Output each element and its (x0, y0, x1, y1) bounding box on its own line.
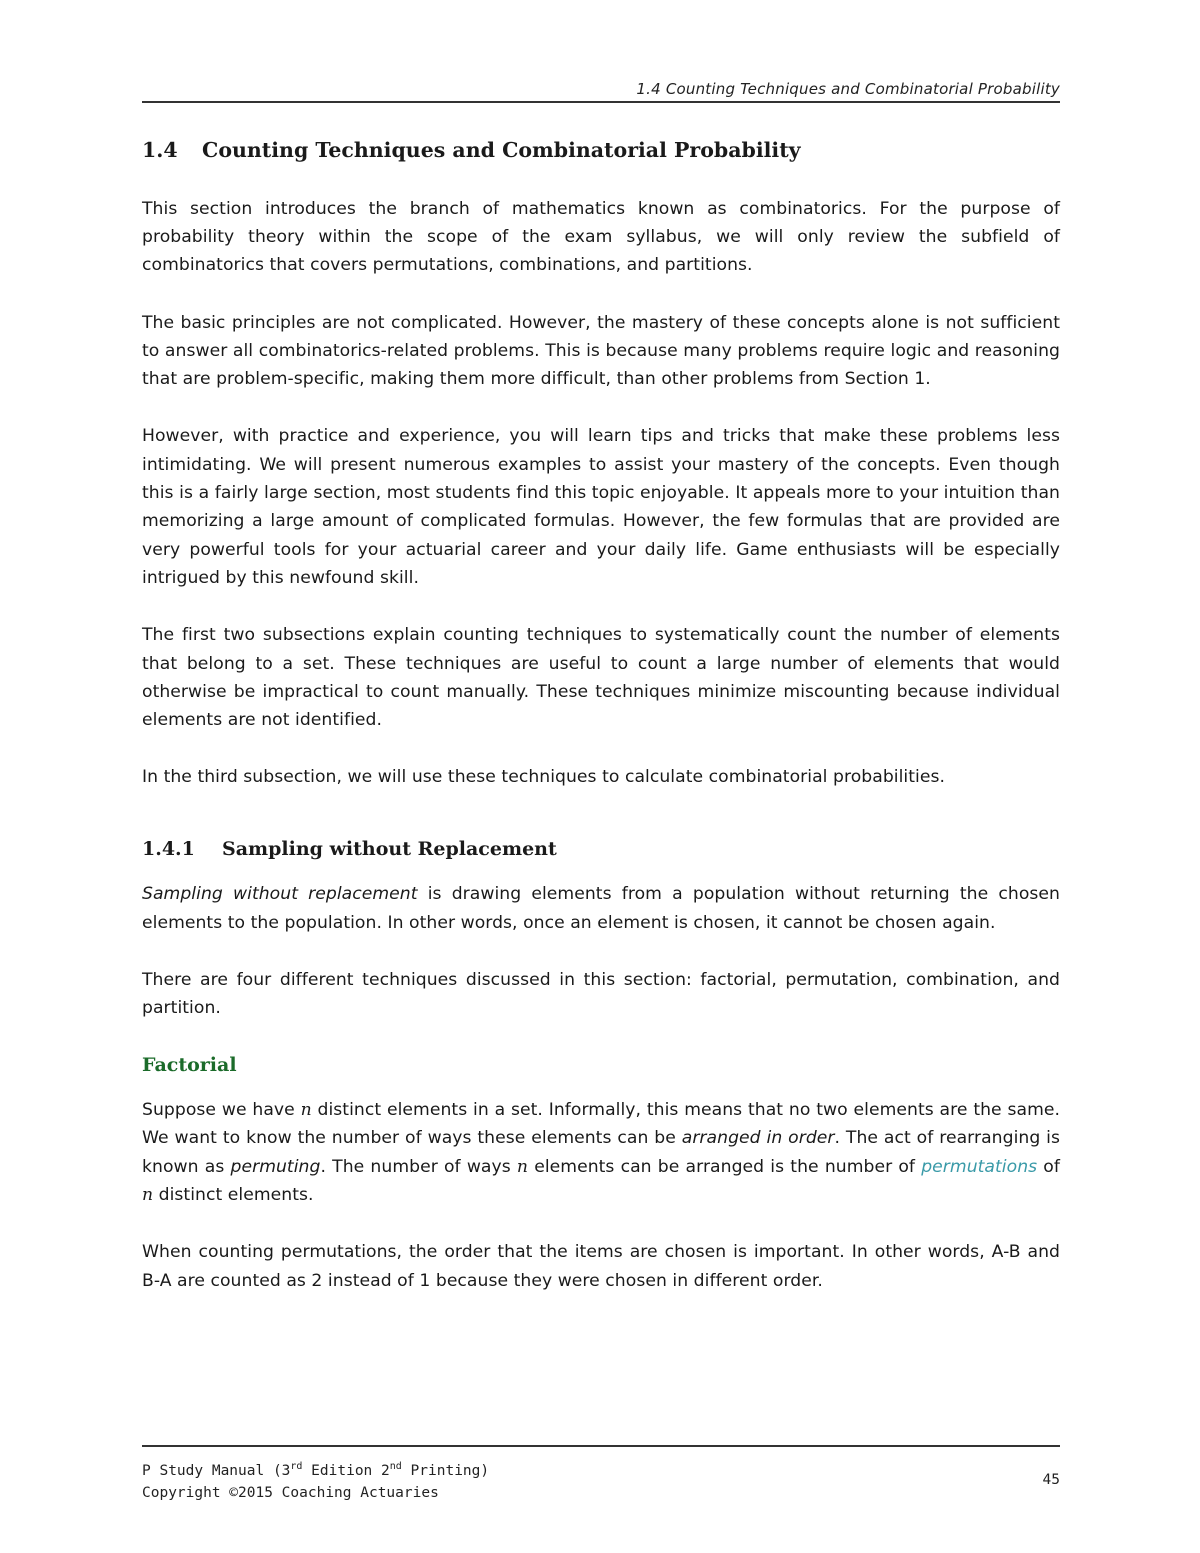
text-fragment: distinct elements in a set. Informally, this means that no two elements are the same. We want to know the number of ways these elements can be (142, 1100, 1061, 1149)
sampling-paragraph-2: There are four different techniques discussed in this section: factorial, permutation, combination, and partition. (142, 969, 1060, 1019)
factorial-paragraph-1 (142, 1096, 1060, 1209)
page-number: 45 (1042, 1472, 1060, 1488)
section-number: 1.4 (142, 138, 178, 162)
text-fragment: elements can be arranged is the number of (528, 1156, 922, 1177)
text-fragment: Edition 2 (302, 1462, 390, 1479)
header-rule (142, 101, 1060, 103)
term-sampling-without-replacement: Sampling without replacement (142, 884, 418, 905)
intro-paragraph-1: This section introduces the branch of mathematics known as combinatorics. For the purpose of probability theory within the scope of the exam syllabus, we will only review the subfield of combinatorics that covers permutations, combinations, and partitions. (142, 198, 1060, 276)
section-title: Counting Techniques and Combinatorial Probability (202, 138, 801, 162)
running-header: 1.4 Counting Techniques and Combinatorial Probability (636, 80, 1060, 98)
intro-paragraph-2: The basic principles are not complicated. However, the mastery of these concepts alone is not sufficient to answer all combinatorics-related problems. This is because many problems require logic and reasoning that are problem-specific, making them more difficult, than other problems from Section 1. (142, 312, 1060, 390)
intro-paragraph-3: However, with practice and experience, you will learn tips and tricks that make these problems less intimidating. We will present numerous examples to assist your mastery of the concepts. Even though this is a fairly large section, most students find this topic enjoyable. It appeals more to your intuition than memorizing a large amount of complicated formulas. However, the few formulas that are provided are very powerful tools for your actuarial career and your daily life. Game enthusiasts will be especially intrigued by this newfound skill. (142, 426, 1060, 588)
math-n: n (300, 1100, 312, 1121)
subsection-heading (142, 836, 1060, 863)
text-fragment: P Study Manual (3 (142, 1462, 291, 1479)
footer-rule (142, 1445, 1060, 1447)
intro-paragraph-5: In the third subsection, we will use these techniques to calculate combinatorial probabilities. (142, 767, 946, 788)
footer-manual-line (142, 1456, 489, 1482)
page-content (142, 136, 1060, 1324)
text-fragment: . The act of rearranging is known as (142, 1128, 1061, 1177)
text-fragment: Printing) (401, 1462, 490, 1479)
footer-copyright: Copyright ©2015 Coaching Actuaries (142, 1484, 439, 1501)
subsection-title: Sampling without Replacement (222, 837, 557, 860)
math-n: n (142, 1185, 154, 1205)
section-heading (142, 136, 1060, 165)
text-fragment: Suppose we have (142, 1100, 301, 1121)
text-fragment: distinct elements. (153, 1185, 314, 1205)
footer-info (142, 1456, 489, 1504)
link-permutations[interactable]: permutations (921, 1156, 1038, 1177)
superscript: nd (389, 1461, 402, 1472)
text-fragment: of (1037, 1156, 1060, 1177)
factorial-heading: Factorial (142, 1053, 237, 1076)
sampling-paragraph-1-text: is drawing elements from a population without returning the chosen elements to the population. In other words, once an element is chosen, it cannot be chosen again. (142, 884, 1060, 933)
text-fragment: . The number of ways (320, 1156, 517, 1177)
emphasis-permuting: permuting (230, 1156, 321, 1177)
sampling-paragraph-1 (142, 880, 1060, 937)
intro-paragraph-4: The first two subsections explain counting techniques to systematically count the number of elements that belong to a set. These techniques are useful to count a large number of elements that would otherwise be impractical to count manually. These techniques minimize miscounting because individual elements are not identified. (142, 625, 1060, 731)
emphasis-arranged-in-order: arranged in order (681, 1128, 835, 1149)
factorial-paragraph-2: When counting permutations, the order that the items are chosen is important. In other words, A-B and B-A are counted as 2 instead of 1 because they were chosen in different order. (142, 1242, 1060, 1291)
superscript: rd (290, 1461, 303, 1472)
subsection-number: 1.4.1 (142, 837, 195, 860)
math-n: n (516, 1156, 529, 1177)
